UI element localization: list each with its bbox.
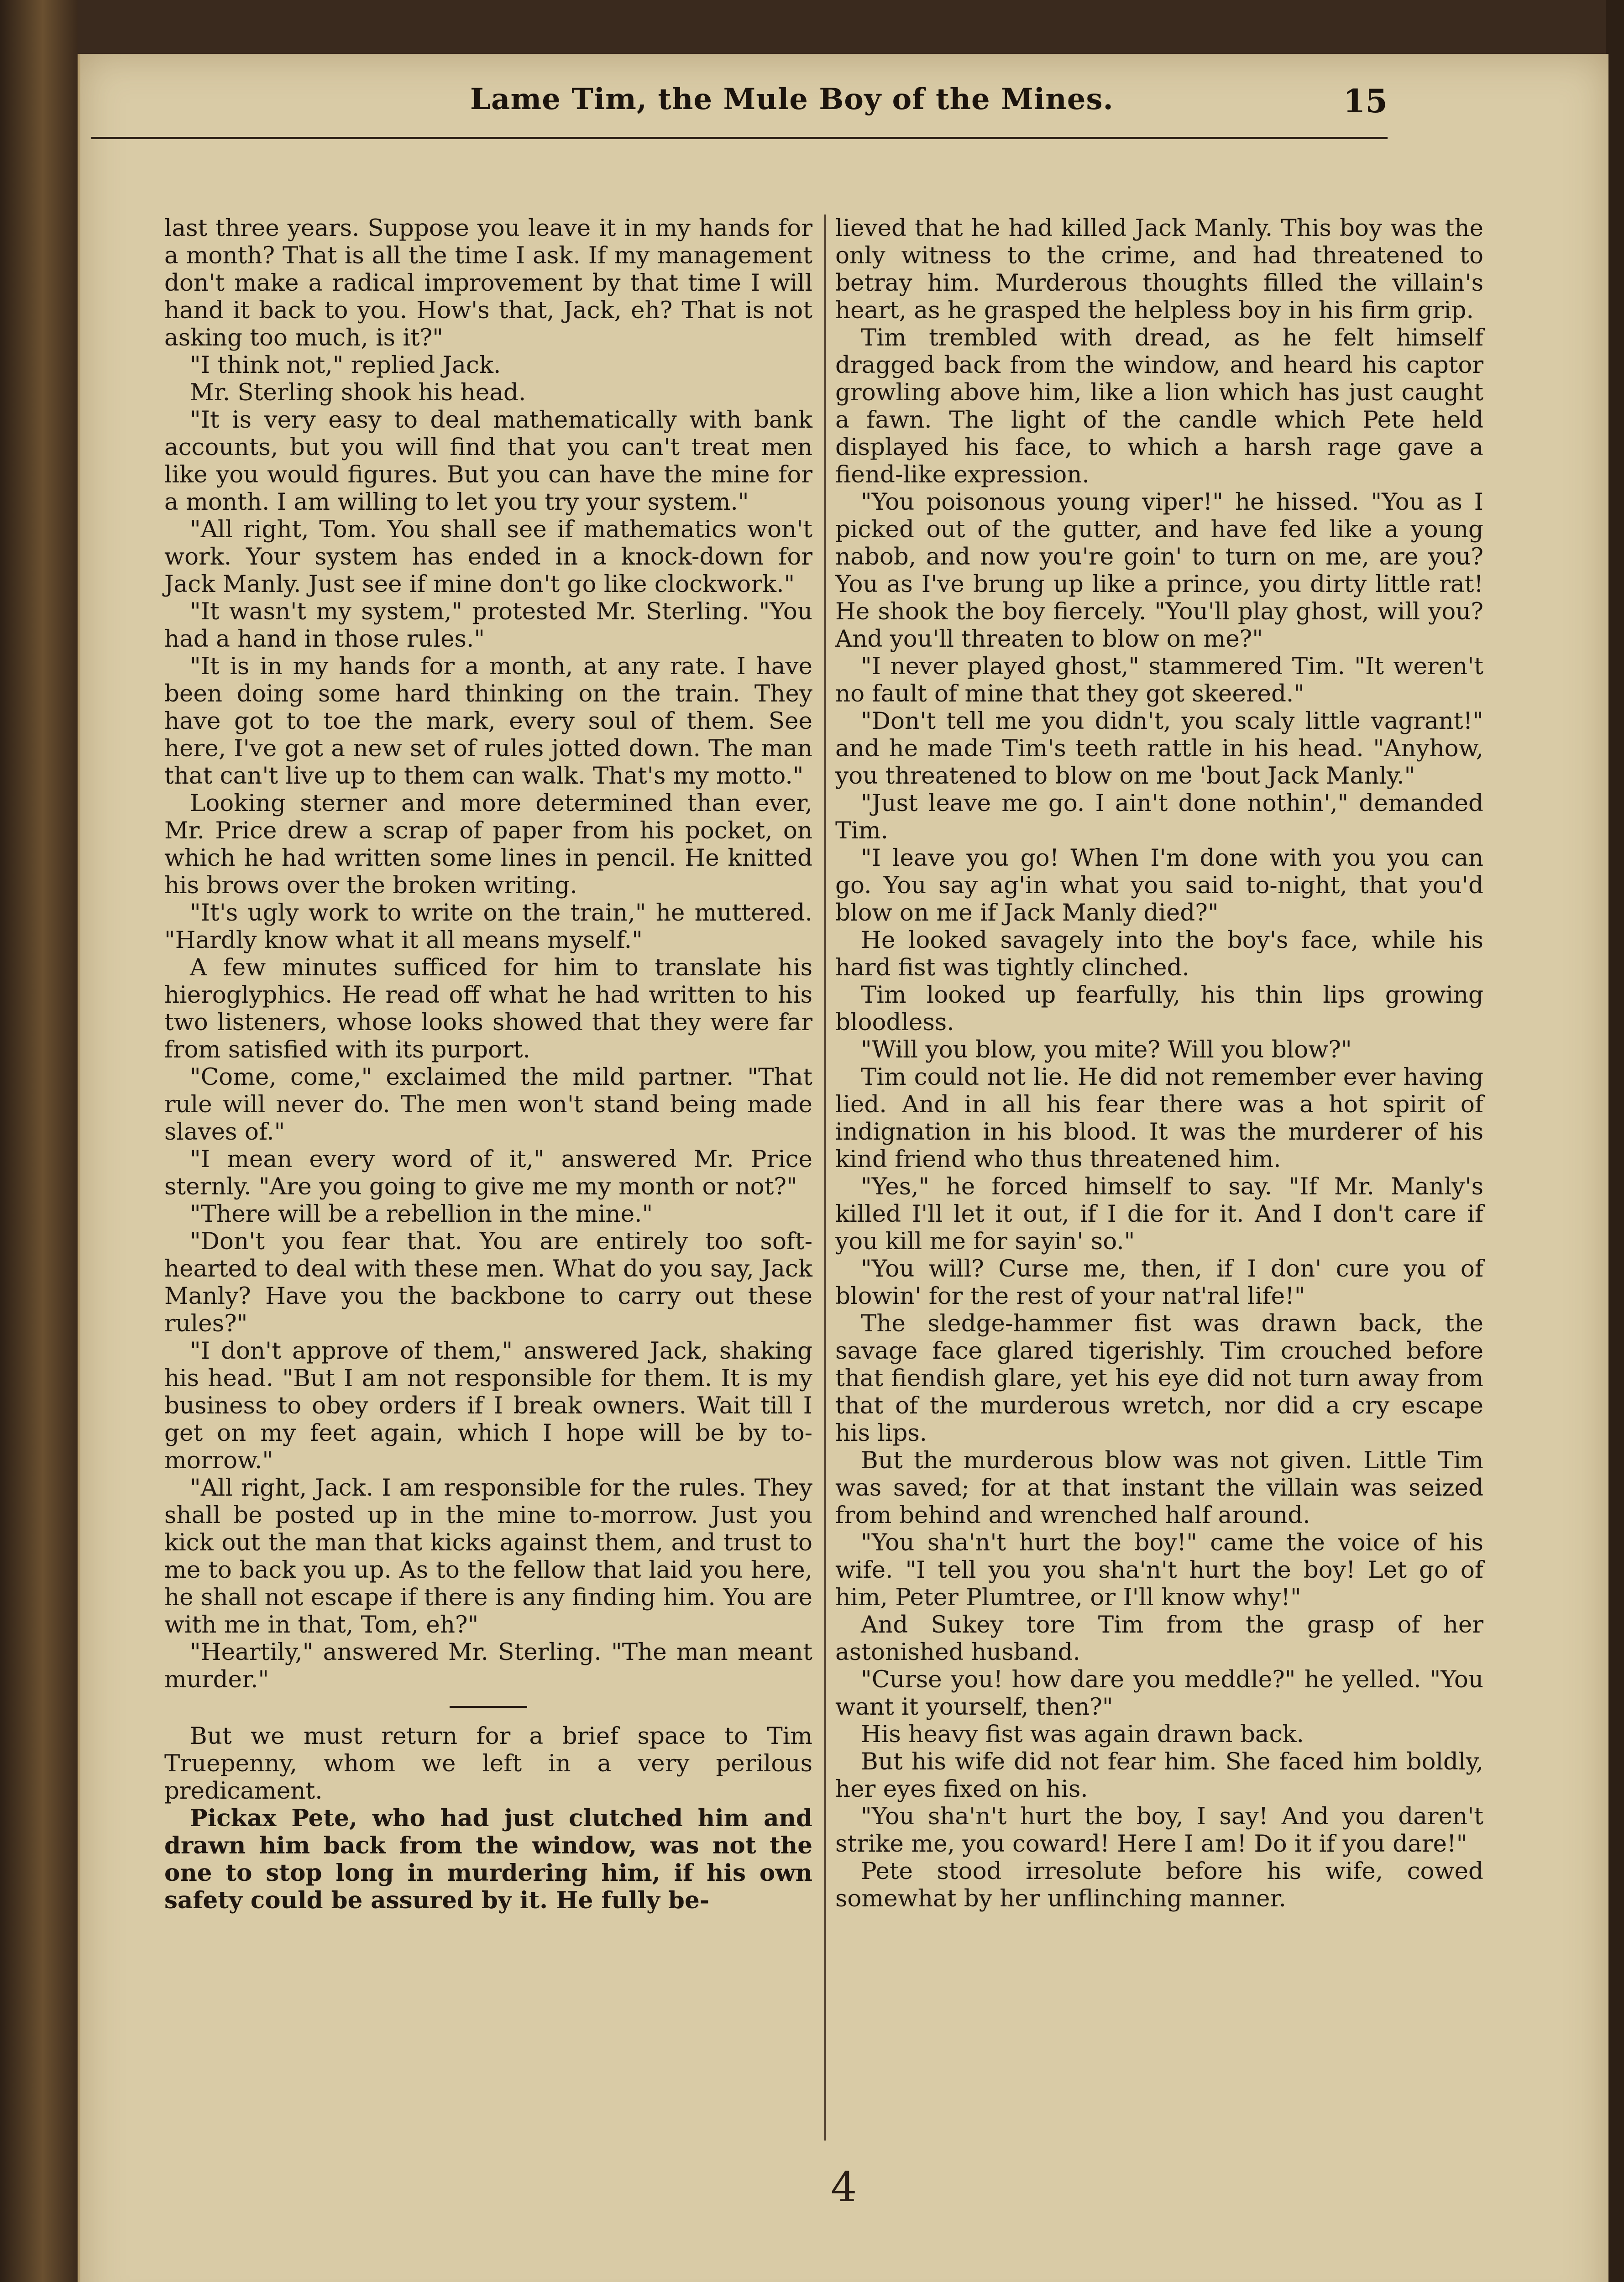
paragraph: "All right, Jack. I am responsible for the rules. They shall be posted up in the mine to-morrow. Just you kick out the man that kicks against them, and trust to me to back you up. As to the fellow that laid you here, he shall not escape if there is any finding him. You are with me in that, Tom, eh?": [164, 1474, 812, 1638]
paragraph: "You poisonous young viper!" he hissed. "You as I picked out of the gutter, and have fed like a young nabob, and now you're goin' to turn on me, are you? You as I've brung up like a prince, you dirty little rat! He shook the boy fiercely. "You'll play ghost, will you? And you'll threaten to blow on me?": [835, 488, 1483, 653]
paragraph: Tim looked up fearfully, his thin lips growing bloodless.: [835, 981, 1483, 1036]
paragraph: Pete stood irresolute before his wife, cowed somewhat by her unflinching manner.: [835, 1858, 1483, 1912]
paragraph: His heavy fist was again drawn back.: [861, 1721, 1304, 1748]
running-title: Lame Tim, the Mule Boy of the Mines.: [470, 82, 1114, 116]
paragraph: Mr. Sterling shook his head.: [190, 379, 526, 406]
paragraph: "It wasn't my system," protested Mr. Sterling. "You had a hand in those rules.": [164, 598, 812, 653]
left-text-column: [164, 215, 812, 1914]
page-header: [91, 82, 1388, 137]
paragraph: Pickax Pete, who had just clutched him and drawn him back from the window, was not the one to stop long in murdering him, if his own safety could be assured by it. He fully be-: [164, 1805, 812, 1914]
paragraph: Tim could not lie. He did not remember ever having lied. And in all his fear there was a hot spirit of indignation in his blood. It was the murderer of his kind friend who thus threatened him.: [835, 1063, 1483, 1173]
paragraph: "All right, Tom. You shall see if mathematics won't work. Your system has ended in a knock-down for Jack Manly. Just see if mine don't go like clockwork.": [164, 516, 812, 598]
column-divider: [824, 215, 826, 2141]
paragraph: But the murderous blow was not given. Little Tim was saved; for at that instant the villain was seized from behind and wrenched half around.: [835, 1447, 1483, 1529]
paragraph: "I leave you go! When I'm done with you you can go. You say ag'in what you said to-night, that you'd blow on me if Jack Manly died?": [835, 844, 1483, 926]
paragraph: "Just leave me go. I ain't done nothin'," demanded Tim.: [835, 790, 1483, 844]
paragraph: "I mean every word of it," answered Mr. Price sternly. "Are you going to give me my month or not?": [164, 1146, 812, 1200]
paragraph: "You sha'n't hurt the boy!" came the voice of his wife. "I tell you you sha'n't hurt the boy! Let go of him, Peter Plumtree, or I'll know why!": [835, 1529, 1483, 1611]
paragraph: But his wife did not fear him. She faced him boldly, her eyes fixed on his.: [835, 1748, 1483, 1803]
paragraph: "It is very easy to deal mathematically with bank accounts, but you will find that you can't treat men like you would figures. But you can have the mine for a month. I am willing to let you try your system.": [164, 406, 812, 516]
paragraph: "Will you blow, you mite? Will you blow?": [861, 1036, 1352, 1063]
header-rule: [91, 137, 1388, 139]
paragraph: "Don't you fear that. You are entirely too soft-hearted to deal with these men. What do you say, Jack Manly? Have you the backbone to carry out these rules?": [164, 1228, 812, 1337]
paragraph: Looking sterner and more determined than ever, Mr. Price drew a scrap of paper from his pocket, on which he had written some lines in pencil. He knitted his brows over the broken writing.: [164, 790, 812, 899]
paragraph: lieved that he had killed Jack Manly. This boy was the only witness to the crime, and had threatened to betray him. Murderous thoughts filled the villain's heart, as he grasped the helpless boy in his firm grip.: [835, 215, 1483, 324]
paragraph: A few minutes sufficed for him to translate his hieroglyphics. He read off what he had written to his two listeners, whose looks showed that they were far from satisfied with its purport.: [164, 954, 812, 1063]
page-number: 15: [1343, 82, 1388, 120]
paragraph: He looked savagely into the boy's face, while his hard fist was tightly clinched.: [835, 926, 1483, 981]
paragraph: "Yes," he forced himself to say. "If Mr. Manly's killed I'll let it out, if I die for it. And I don't care if you kill me for sayin' so.": [835, 1173, 1483, 1255]
paragraph: And Sukey tore Tim from the grasp of her astonished husband.: [835, 1611, 1483, 1666]
paragraph: "Curse you! how dare you meddle?" he yelled. "You want it yourself, then?": [835, 1666, 1483, 1721]
paragraph: "It is in my hands for a month, at any rate. I have been doing some hard thinking on the train. They have got to toe the mark, every soul of them. See here, I've got a new set of rules jotted down. The man that can't live up to them can walk. That's my motto.": [164, 653, 812, 790]
paragraph: Tim trembled with dread, as he felt himself dragged back from the window, and heard his captor growling above him, like a lion which has just caught a fawn. The light of the candle which Pete held displayed his face, to which a harsh rage gave a fiend-like expression.: [835, 324, 1483, 488]
section-break-rule: [450, 1706, 527, 1708]
paragraph: "You sha'n't hurt the boy, I say! And you daren't strike me, you coward! Here I am! Do it if you dare!": [835, 1803, 1483, 1858]
paragraph: "Heartily," answered Mr. Sterling. "The man meant murder.": [164, 1638, 812, 1693]
paragraph: "Don't tell me you didn't, you scaly little vagrant!" and he made Tim's teeth rattle in his head. "Anyhow, you threatened to blow on me 'bout Jack Manly.": [835, 707, 1483, 790]
paragraph: "I don't approve of them," answered Jack, shaking his head. "But I am not responsible for them. It is my business to obey orders if I break owners. Wait till I get on my feet again, which I hope will be by to-morrow.": [164, 1337, 812, 1474]
right-text-column: [835, 215, 1483, 1912]
paragraph: "I never played ghost," stammered Tim. "It weren't no fault of mine that they got skeered.": [835, 653, 1483, 707]
paragraph: last three years. Suppose you leave it in my hands for a month? That is all the time I ask. If my management don't make a radical improvement by that time I will hand it back to you. How's that, Jack, eh? That is not asking too much, is it?": [164, 215, 812, 351]
paragraph: "There will be a rebellion in the mine.": [190, 1200, 653, 1228]
paragraph: The sledge-hammer fist was drawn back, the savage face glared tigerishly. Tim crouched before that fiendish glare, yet his eye did not turn away from that of the murderous wretch, nor did a cry escape his lips.: [835, 1310, 1483, 1447]
signature-mark: 4: [831, 2163, 857, 2211]
paragraph: "I think not," replied Jack.: [190, 351, 501, 379]
paragraph: "Come, come," exclaimed the mild partner. "That rule will never do. The men won't stand being made slaves of.": [164, 1063, 812, 1146]
paragraph: But we must return for a brief space to Tim Truepenny, whom we left in a very perilous predicament.: [164, 1722, 812, 1805]
book-binding-shadow: [0, 0, 78, 2282]
paragraph: "It's ugly work to write on the train," he muttered. "Hardly know what it all means myself.": [164, 899, 812, 954]
paragraph: "You will? Curse me, then, if I don' cure you of blowin' for the rest of your nat'ral life!": [835, 1255, 1483, 1310]
right-edge-shadow: [1606, 0, 1624, 2282]
